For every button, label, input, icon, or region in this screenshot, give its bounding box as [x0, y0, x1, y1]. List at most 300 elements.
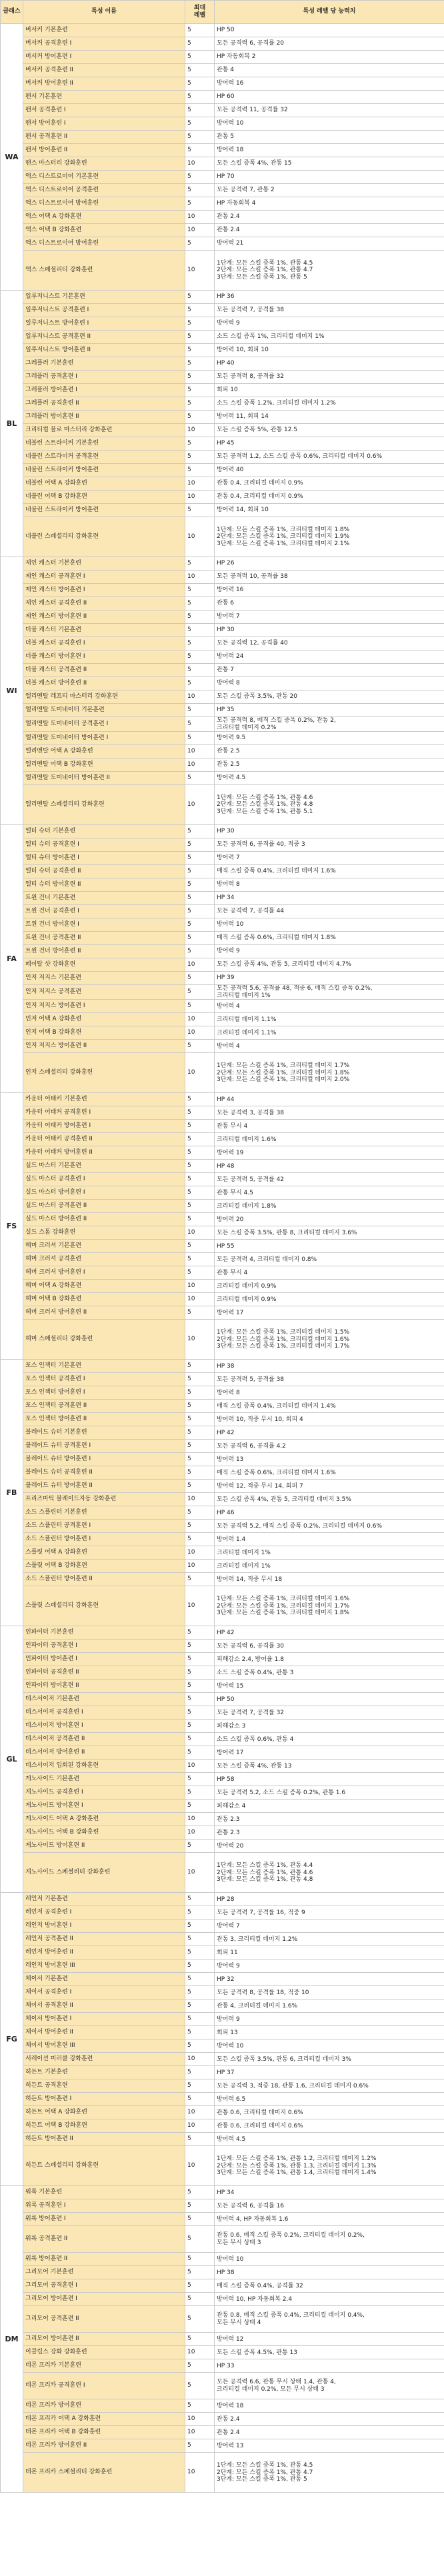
trait-name-cell: 스플릿 어택 A 강화훈련	[23, 1546, 185, 1560]
max-level-cell: 10	[185, 1826, 215, 1840]
effect-cell: 방어력 9	[215, 1959, 444, 1973]
trait-name-cell: 그레플러 공격훈련 I	[23, 371, 185, 384]
table-row	[1, 1546, 444, 1560]
trait-name-cell: 트윈 건너 방어훈련 I	[23, 918, 185, 932]
table-row	[1, 2413, 444, 2426]
table-row	[1, 237, 444, 251]
effect-cell: HP 28	[215, 1893, 444, 1906]
effect-cell: 1단계: 모든 스킬 증폭 1%, 크리티컬 데미지 1.6% 2단계: 모든 스킬 증폭 1%, 크리티컬 데미지 1.7% 3단계: 모든 스킬 증폭 1%, 크리티컬 데미지 1.8%	[215, 1586, 444, 1626]
table-row	[1, 1160, 444, 1173]
max-level-cell: 5	[185, 1640, 215, 1653]
effect-cell: 관통 0.4, 크리티컬 데미지 0.9%	[215, 477, 444, 491]
max-level-cell: 5	[185, 2226, 215, 2253]
max-level-cell: 5	[185, 397, 215, 411]
max-level-cell: 5	[185, 1626, 215, 1640]
trait-name-cell: 포스 인젝터 공격훈련 I	[23, 1373, 185, 1386]
table-row	[1, 2306, 444, 2333]
max-level-cell: 5	[185, 717, 215, 732]
trait-name-cell: 엘리멘탈 스페셜리티 강화훈련	[23, 785, 185, 825]
effect-cell: 1단계: 모든 스킬 증폭 1%, 관통 1.2, 크리티컬 데미지 1.2% 2단계: 모든 스킬 증폭 1%, 관통 1.3, 크리티컬 데미지 1.3% 3단계: 모든 스킬 증폭 1%, 관통 1.4, 크리티컬 데미지 1.4%	[215, 2146, 444, 2186]
effect-cell: 방어력 14, 적중 무시 18	[215, 1573, 444, 1586]
effect-cell: 모든 스킬 증폭 3.5%, 관통 6, 크리티컬 데미지 3%	[215, 2053, 444, 2066]
trait-name-cell: 액스 스페셜리티 강화훈련	[23, 251, 185, 291]
trait-name-cell: 인저 저지스 기본훈련	[23, 972, 185, 985]
effect-cell: 방어력 20	[215, 1840, 444, 1853]
table-row	[1, 171, 444, 184]
max-level-cell: 5	[185, 1573, 215, 1586]
table-row	[1, 1893, 444, 1906]
effect-cell: 관통 무시 4	[215, 1120, 444, 1133]
max-level-cell: 10	[185, 2426, 215, 2439]
table-row	[1, 1280, 444, 1293]
max-level-cell: 5	[185, 171, 215, 184]
table-row	[1, 2026, 444, 2039]
trait-name-cell: 데스서이저 방어훈련 I	[23, 1720, 185, 1733]
trait-name-cell: 더블 캐스터 방어훈련 I	[23, 650, 185, 664]
trait-name-cell: 실드 마스터 방어훈련 I	[23, 1186, 185, 1200]
trait-name-cell: 소드 스플린터 기본훈련	[23, 1506, 185, 1520]
trait-name-cell: 인저 어택 A 강화훈련	[23, 1013, 185, 1026]
effect-cell: 모든 공격력 6, 공격률 20	[215, 37, 444, 51]
effect-cell: HP 39	[215, 972, 444, 985]
table-row	[1, 2266, 444, 2279]
effect-cell: 모든 공격력 3, 적중 18, 관통 1.6, 크리티컬 데미지 0.6%	[215, 2079, 444, 2093]
max-level-cell: 5	[185, 1653, 215, 1666]
effect-cell: 방어력 9	[215, 317, 444, 331]
table-row	[1, 650, 444, 664]
trait-name-cell: 워록 공격훈련 I	[23, 2199, 185, 2213]
max-level-cell: 5	[185, 1999, 215, 2013]
max-level-cell: 5	[185, 972, 215, 985]
table-row	[1, 1240, 444, 1253]
max-level-cell: 5	[185, 464, 215, 477]
trait-name-cell: 체이서 방어훈련 III	[23, 2039, 185, 2053]
trait-name-cell: 더블 캐스터 공격훈련 I	[23, 637, 185, 650]
effect-cell: 방어력 4, HP 자동회복 1.6	[215, 2213, 444, 2226]
max-level-cell: 5	[185, 504, 215, 517]
effect-cell: 방어력 10, 적중 무시 10, 회피 4	[215, 1413, 444, 1426]
table-row	[1, 2359, 444, 2373]
table-row	[1, 1200, 444, 1213]
trait-name-cell: 카운터 어태커 공격훈련 I	[23, 1106, 185, 1120]
effect-cell: 모든 공격력 11, 공격률 32	[215, 104, 444, 117]
table-row	[1, 2439, 444, 2453]
effect-cell: HP 45	[215, 437, 444, 451]
table-row	[1, 2253, 444, 2266]
table-row	[1, 451, 444, 464]
effect-cell: 모든 스킬 증폭 4%, 관통 5, 크리티컬 데미지 4.7%	[215, 958, 444, 972]
max-level-cell: 5	[185, 291, 215, 304]
table-row	[1, 557, 444, 571]
trait-name-cell: 레인저 방어훈련 III	[23, 1959, 185, 1973]
table-body	[1, 24, 444, 2493]
trait-name-cell: 게노사이드 공격훈련 I	[23, 1786, 185, 1800]
max-level-cell: 5	[185, 64, 215, 77]
trait-name-cell: 체이서 공격훈련 I	[23, 1986, 185, 1999]
table-row	[1, 291, 444, 304]
effect-cell: 회피 13	[215, 2026, 444, 2039]
table-row	[1, 571, 444, 584]
table-row	[1, 1480, 444, 1493]
table-row	[1, 2133, 444, 2146]
trait-name-cell: 인파이터 기본훈련	[23, 1626, 185, 1640]
effect-cell: 매직 스킬 증폭 0.4%, 공격률 32	[215, 2279, 444, 2293]
effect-cell: 관통 0.4, 크리티컬 데미지 0.9%	[215, 491, 444, 504]
table-row	[1, 732, 444, 745]
effect-cell: 방어력 9.5	[215, 732, 444, 745]
max-level-cell: 10	[185, 1026, 215, 1040]
effect-cell: 방어력 10	[215, 2039, 444, 2053]
table-row	[1, 91, 444, 104]
table-row	[1, 1400, 444, 1413]
max-level-cell: 5	[185, 2333, 215, 2346]
table-row	[1, 2079, 444, 2093]
max-level-cell: 10	[185, 1853, 215, 1893]
max-level-cell: 5	[185, 1106, 215, 1120]
trait-name-cell: 실드 마스터 공격훈련 II	[23, 1200, 185, 1213]
trait-name-cell: 네블런 어택 A 강화훈련	[23, 477, 185, 491]
trait-name-cell: 액스 디스트로이어 공격훈련	[23, 184, 185, 197]
max-level-cell: 5	[185, 1906, 215, 1920]
effect-cell: 1단계: 모든 스킬 증폭 1%, 관통 4.4 2단계: 모든 스킬 증폭 1%, 관통 4.6 3단계: 모든 스킬 증폭 1%, 관통 4.8	[215, 1853, 444, 1893]
table-row	[1, 1773, 444, 1786]
max-level-cell: 10	[185, 157, 215, 171]
trait-name-cell: 실드 스톰 강화훈련	[23, 1226, 185, 1240]
max-level-cell: 5	[185, 1360, 215, 1373]
effect-cell: 방어력 8	[215, 1386, 444, 1400]
table-row	[1, 1373, 444, 1386]
effect-cell: 모든 공격력 6, 공격률 40, 적중 3	[215, 838, 444, 852]
effect-cell: 방어력 12, 적중 무시 14, 회피 7	[215, 1480, 444, 1493]
table-row	[1, 758, 444, 772]
trait-name-cell: 팬서 공격훈련 I	[23, 104, 185, 117]
table-row	[1, 1813, 444, 1826]
max-level-cell: 5	[185, 2253, 215, 2266]
max-level-cell: 10	[185, 1760, 215, 1773]
trait-name-cell: 일루저니스트 방어훈련 I	[23, 317, 185, 331]
table-row	[1, 77, 444, 91]
trait-name-cell: 헤머 스페셜리티 강화훈련	[23, 1320, 185, 1360]
max-level-cell: 5	[185, 331, 215, 344]
table-row	[1, 637, 444, 650]
table-row	[1, 1626, 444, 1640]
table-row	[1, 1800, 444, 1813]
max-level-cell: 5	[185, 1400, 215, 1413]
effect-cell: 방어력 7	[215, 1920, 444, 1933]
effect-cell: 방어력 8	[215, 878, 444, 892]
table-row	[1, 972, 444, 985]
trait-name-cell: 데스서이저 입회된 강화훈련	[23, 1760, 185, 1773]
trait-name-cell: 엘리멘탈 어택 A 강화훈련	[23, 745, 185, 758]
max-level-cell: 5	[185, 1266, 215, 1280]
effect-cell: 방어력 20	[215, 1213, 444, 1226]
table-row	[1, 1760, 444, 1773]
effect-cell: 방어력 10, 회피 10	[215, 344, 444, 357]
max-level-cell: 5	[185, 704, 215, 717]
trait-name-cell: 인파이터 공격훈련 I	[23, 1640, 185, 1653]
effect-cell: 관통 2.4	[215, 224, 444, 237]
class-name-cell: GL	[1, 1626, 23, 1893]
max-level-cell: 10	[185, 424, 215, 437]
trait-name-cell: 포스 인젝터 공격훈련 II	[23, 1400, 185, 1413]
effect-cell: 관통 3, 크리티컬 데미지 1.2%	[215, 1933, 444, 1946]
max-level-cell: 5	[185, 2013, 215, 2026]
table-row	[1, 1533, 444, 1546]
effect-cell: 크리티컬 데미지 1.8%	[215, 1200, 444, 1213]
trait-name-cell: 네블런 스페셜리티 강화훈련	[23, 517, 185, 557]
max-level-cell: 5	[185, 918, 215, 932]
table-row	[1, 2066, 444, 2079]
table-row	[1, 1146, 444, 1160]
table-row	[1, 865, 444, 878]
max-level-cell: 5	[185, 1253, 215, 1266]
max-level-cell: 5	[185, 852, 215, 865]
max-level-cell: 5	[185, 317, 215, 331]
trait-name-cell: 체이서 방어훈련 II	[23, 2026, 185, 2039]
max-level-cell: 5	[185, 451, 215, 464]
effect-cell: 방어력 4	[215, 1040, 444, 1053]
trait-name-cell: 게노사이드 기본훈련	[23, 1773, 185, 1786]
max-level-cell: 5	[185, 732, 215, 745]
table-row	[1, 1186, 444, 1200]
effect-cell: HP 35	[215, 704, 444, 717]
effect-cell: HP 60	[215, 91, 444, 104]
trait-name-cell: 트윈 건너 공격훈련 II	[23, 932, 185, 945]
table-row	[1, 1693, 444, 1706]
trait-name-cell: 스플릿 스페셜리티 강화훈련	[23, 1586, 185, 1626]
trait-name-cell: 인저 저지스 공격훈련	[23, 985, 185, 1000]
table-row	[1, 1040, 444, 1053]
effect-cell: 방어력 17	[215, 1306, 444, 1320]
max-level-cell: 10	[185, 2346, 215, 2359]
trait-name-cell: 데스서이저 공격훈련 I	[23, 1706, 185, 1720]
table-row	[1, 1973, 444, 1986]
effect-cell: 모든 스킬 증폭 4%, 관통 15	[215, 157, 444, 171]
trait-name-cell: 인파이터 방어훈련 I	[23, 1653, 185, 1666]
trait-name-cell: 데몬 프리카 기본훈련	[23, 2359, 185, 2373]
effect-cell: 소드 스킬 증폭 0.6%, 관통 4	[215, 1733, 444, 1746]
max-level-cell: 5	[185, 1173, 215, 1186]
max-level-cell: 5	[185, 104, 215, 117]
trait-name-cell: 네블런 스트라이커 방어훈련	[23, 464, 185, 477]
table-row	[1, 184, 444, 197]
table-row	[1, 371, 444, 384]
table-row	[1, 1733, 444, 1746]
table-row	[1, 690, 444, 704]
table-row	[1, 1466, 444, 1480]
max-level-cell: 5	[185, 1746, 215, 1760]
max-level-cell: 5	[185, 2186, 215, 2199]
max-level-cell: 5	[185, 1040, 215, 1053]
table-row	[1, 344, 444, 357]
effect-cell: HP 자동회복 4	[215, 197, 444, 211]
max-level-cell: 5	[185, 1000, 215, 1013]
effect-cell: 방어력 13	[215, 2439, 444, 2453]
trait-name-cell: 이클립스 강화 강화훈련	[23, 2346, 185, 2359]
effect-cell: HP 38	[215, 1360, 444, 1373]
table-row	[1, 1413, 444, 1426]
table-row	[1, 2293, 444, 2306]
effect-cell: 모든 공격력 3, 공격률 38	[215, 1106, 444, 1120]
max-level-cell: 10	[185, 1293, 215, 1306]
trait-name-cell: 헤머 크러셔 방어훈련 I	[23, 1266, 185, 1280]
trait-name-cell: 히든트 공격훈련	[23, 2079, 185, 2093]
max-level-cell: 5	[185, 1693, 215, 1706]
trait-name-cell: 블레이드 슈터 기본훈련	[23, 1426, 185, 1440]
table-row	[1, 892, 444, 905]
effect-cell: 방어력 13	[215, 1453, 444, 1466]
effect-cell: 관통 2.3	[215, 1813, 444, 1826]
max-level-cell: 5	[185, 637, 215, 650]
table-row	[1, 1506, 444, 1520]
trait-name-cell: 엘리멘탈 도미네이터 방어훈련 II	[23, 772, 185, 785]
effect-cell: 모든 스킬 증폭 4%, 관통 13	[215, 1760, 444, 1773]
effect-cell: 모든 공격력 5, 공격률 42	[215, 1173, 444, 1186]
effect-cell: 관통 4, 크리티컬 데미지 1.6%	[215, 1999, 444, 2013]
effect-cell: 1단계: 모든 스킬 증폭 1%, 크리티컬 데미지 1.8% 2단계: 모든 스킬 증폭 1%, 크리티컬 데미지 1.9% 3단계: 모든 스킬 증폭 1%, 크리티컬 데미지 2.1%	[215, 517, 444, 557]
trait-name-cell: 스플릿 어택 B 강화훈련	[23, 1560, 185, 1573]
table-row	[1, 1986, 444, 1999]
table-row	[1, 2426, 444, 2439]
trait-name-cell: 소드 스플린터 방어훈련 II	[23, 1573, 185, 1586]
max-level-cell: 5	[185, 1946, 215, 1959]
effect-cell: 모든 스킬 증폭 4.5%, 관통 13	[215, 2346, 444, 2359]
class-name-cell: FA	[1, 825, 23, 1093]
table-row	[1, 1666, 444, 1680]
trait-name-cell: 일루저니스트 공격훈련 I	[23, 304, 185, 317]
max-level-cell: 5	[185, 131, 215, 144]
effect-cell: 방어력 10	[215, 117, 444, 131]
table-row	[1, 251, 444, 291]
trait-name-cell: 트윈 건너 기본훈련	[23, 892, 185, 905]
trait-name-cell: 인파이터 공격훈련 II	[23, 1666, 185, 1680]
effect-cell: 관통 0.8, 매직 스킬 증폭 0.4%, 크리티컬 데미지 0.4%, 모든 무시 상태 4	[215, 2306, 444, 2333]
table-row	[1, 1133, 444, 1146]
header-class: 클래스	[1, 1, 23, 24]
table-row	[1, 1786, 444, 1800]
trait-name-cell: 워록 기본훈련	[23, 2186, 185, 2199]
trait-name-cell: 헤머 어택 A 강화훈련	[23, 1280, 185, 1293]
trait-name-cell: 엘티 슈터 공격훈련 I	[23, 838, 185, 852]
max-level-cell: 5	[185, 2373, 215, 2399]
table-row	[1, 1946, 444, 1959]
trait-name-cell: 페이탈 샷 강화훈련	[23, 958, 185, 972]
table-row	[1, 331, 444, 344]
effect-cell: 방어력 10, HP 자동회복 2.4	[215, 2293, 444, 2306]
effect-cell: 방어력 24	[215, 650, 444, 664]
trait-name-cell: 서레이션 미러클 강화훈련	[23, 2053, 185, 2066]
effect-cell: 소드 스킬 증폭 1%, 크리티컬 데미지 1%	[215, 331, 444, 344]
trait-name-cell: 엘티 슈터 방어훈련 II	[23, 878, 185, 892]
table-row	[1, 1933, 444, 1946]
effect-cell: HP 50	[215, 24, 444, 37]
effect-cell: 모든 공격력 6, 공격률 4.2	[215, 1440, 444, 1453]
trait-name-cell: 레인저 공격훈련 I	[23, 1906, 185, 1920]
trait-name-cell: 엘리멘탈 도미네이터 방어훈련 I	[23, 732, 185, 745]
table-row	[1, 905, 444, 918]
class-name-cell: FG	[1, 1893, 23, 2186]
trait-name-cell: 헤머 어택 B 강화훈련	[23, 1293, 185, 1306]
table-row	[1, 2119, 444, 2133]
table-row	[1, 1453, 444, 1466]
table-row	[1, 1840, 444, 1853]
effect-cell: 관통 2.5	[215, 758, 444, 772]
effect-cell: HP 42	[215, 1426, 444, 1440]
trait-name-cell: 카운터 어태커 기본훈련	[23, 1093, 185, 1106]
table-row	[1, 1120, 444, 1133]
trait-name-cell: 액스 어택 B 강화훈련	[23, 224, 185, 237]
max-level-cell: 5	[185, 1440, 215, 1453]
class-name-cell: DM	[1, 2186, 23, 2493]
trait-name-cell: 실드 마스터 공격훈련 I	[23, 1173, 185, 1186]
trait-name-cell: 헤머 크러셔 공격훈련	[23, 1253, 185, 1266]
max-level-cell: 5	[185, 772, 215, 785]
trait-name-cell: 엘티 슈터 방어훈련 I	[23, 852, 185, 865]
effect-cell: 관통 2.4	[215, 2413, 444, 2426]
table-row	[1, 1213, 444, 1226]
effect-cell: 모든 공격력 8, 공격률 32	[215, 371, 444, 384]
max-level-cell: 5	[185, 304, 215, 317]
max-level-cell: 5	[185, 1840, 215, 1853]
effect-cell: 관통 4	[215, 64, 444, 77]
effect-cell: 관통 2.4	[215, 2426, 444, 2439]
trait-name-cell: 게노사이드 방어훈련 I	[23, 1800, 185, 1813]
effect-cell: 방어력 18	[215, 144, 444, 157]
trait-name-cell: 포스 인젝터 방어훈련 I	[23, 1386, 185, 1400]
table-row	[1, 1013, 444, 1026]
trait-name-cell: 히든트 방어훈련 I	[23, 2093, 185, 2106]
trait-name-cell: 게노사이드 어택 B 강화훈련	[23, 1826, 185, 1840]
trait-name-cell: 인저 어택 B 강화훈련	[23, 1026, 185, 1040]
trait-name-cell: 프리즈마틱 블레이드자동 강화훈련	[23, 1493, 185, 1506]
max-level-cell: 5	[185, 1480, 215, 1493]
max-level-cell: 5	[185, 1520, 215, 1533]
trait-name-cell: 더블 캐스터 방어훈련 II	[23, 677, 185, 690]
table-row	[1, 1640, 444, 1653]
effect-cell: 방어력 18	[215, 2399, 444, 2413]
table-row	[1, 24, 444, 37]
effect-cell: HP 33	[215, 2359, 444, 2373]
table-row	[1, 1959, 444, 1973]
trait-name-cell: 블레이드 슈터 방어훈련 II	[23, 1480, 185, 1493]
trait-name-cell: 블레이드 슈터 공격훈련 II	[23, 1466, 185, 1480]
effect-cell: 관통 5	[215, 131, 444, 144]
max-level-cell: 5	[185, 584, 215, 597]
max-level-cell: 10	[185, 2119, 215, 2133]
header-row	[1, 1, 444, 24]
table-row	[1, 1360, 444, 1373]
effect-cell: 방어력 15	[215, 1680, 444, 1693]
max-level-cell: 5	[185, 2133, 215, 2146]
max-level-cell: 10	[185, 2453, 215, 2493]
max-level-cell: 5	[185, 664, 215, 677]
max-level-cell: 5	[185, 1240, 215, 1253]
trait-name-cell: 게노사이드 어택 A 강화훈련	[23, 1813, 185, 1826]
effect-cell: 모든 공격력 8, 공격률 18, 적중 10	[215, 1986, 444, 1999]
trait-name-cell: 데몬 프리카 방어훈련 II	[23, 2439, 185, 2453]
table-row	[1, 1173, 444, 1186]
table-row	[1, 1560, 444, 1573]
max-level-cell: 5	[185, 1706, 215, 1720]
max-level-cell: 10	[185, 224, 215, 237]
max-level-cell: 5	[185, 1800, 215, 1813]
class-name-cell: FB	[1, 1360, 23, 1626]
effect-cell: 방어력 7	[215, 611, 444, 624]
max-level-cell: 5	[185, 2093, 215, 2106]
trait-name-cell: 레인저 방어훈련 I	[23, 1920, 185, 1933]
trait-name-cell: 팬스 마스터리 강화훈련	[23, 157, 185, 171]
trait-name-cell: 제인 캐스터 방어훈련 II	[23, 611, 185, 624]
